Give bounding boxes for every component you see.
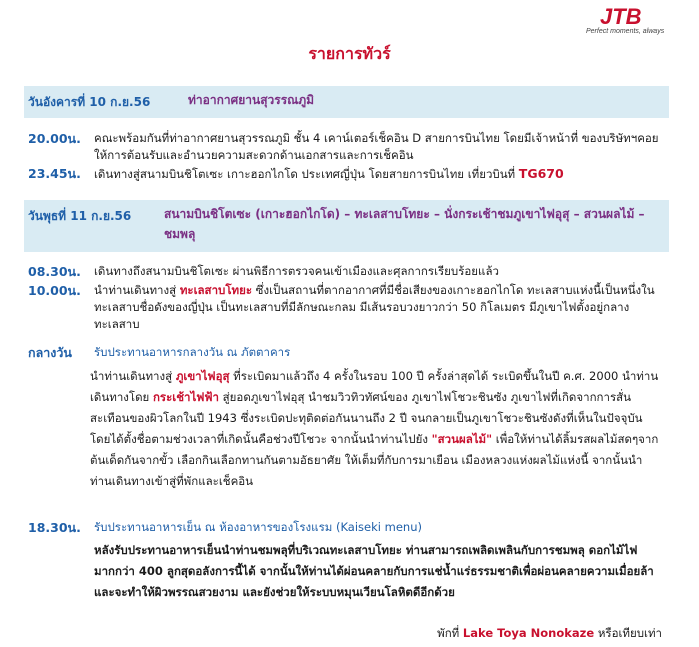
hotel-line: พักที่ Lake Toya Nonokaze หรือเทียบเท่า <box>437 626 662 640</box>
item-text: เดินทางถึงสนามบินชิโตเซะ ผ่านพิธีการตรวจคนเข้าเมืองและศุลกากรเรียบร้อยแล้ว <box>94 264 499 278</box>
highlight-place: ภูเขาไฟอุสุ <box>175 369 230 383</box>
item-text: นำท่านเดินทางสู่ ทะเลสาบโทยะ ซึ่งเป็นสถานที่ตากอากาศที่มีชื่อเสียงของเกาะฮอกไกโด ทะเลสาบแห่งนี้เป็นหนึ่งในทะเลสาบชื่อดังของญี่ปุ่น เป็นทะเลสาบที่มีลักษณะกลม มีเส้นรอบวงยาวกว่า 50 กิโลเมตร มีภูเขาไฟตั้งอยู่กลางทะเลสาบ <box>94 283 655 331</box>
day1-location: ท่าอากาศยานสุวรรณภูมิ <box>188 93 315 107</box>
item-time: 18.30น. <box>28 520 81 535</box>
meal-text: รับประทานอาหารกลางวัน ณ ภัตตาคาร <box>94 345 291 359</box>
day1-header <box>24 86 669 118</box>
item-time: 20.00น. <box>28 131 81 146</box>
day2-header <box>24 200 669 252</box>
item-text: เดินทางสู่สนามบินชิโตเซะ เกาะฮอกไกโด ประเทศญี่ปุ่น โดยสายการบินไทย เที่ยวบินที่ TG670 <box>94 166 564 181</box>
item-time: 08.30น. <box>28 264 81 279</box>
jtb-logo <box>596 2 656 28</box>
day2-date: วันพุธที่ 11 ก.ย.56 <box>28 209 132 223</box>
logo-text: JTB <box>600 4 642 28</box>
highlight-place: กระเช้าไฟฟ้า <box>152 390 219 404</box>
item-time: 23.45น. <box>28 166 81 181</box>
day1-date: วันอังคารที่ 10 ก.ย.56 <box>28 95 151 109</box>
item-text: หลังรับประทานอาหารเย็นนำท่านชมพลุที่บริเวณทะเลสาบโทยะ ท่านสามารถเพลิดเพลินกับการชมพลุ ดอกไม้ไฟมากกว่า 400 ลูกสุดอลังการนี้ได้ จากนั้นให้ท่านได้ผ่อนคลายกับการแช่น้ำแร่ธรรมชาติเพื่อผ่อนคลายความเมื่อยล้าและจะทำให้ผิวพรรณสวยงาม และยังช่วยให้ระบบหมุนเวียนโลหิตดีอีกด้วย <box>94 543 654 599</box>
flight-number: TG670 <box>518 166 564 181</box>
highlight-place: ทะเลสาบโทยะ <box>179 283 252 297</box>
highlight-place: "สวนผลไม้" <box>431 432 493 446</box>
day2-location: สนามบินชิโตเซะ (เกาะฮอกไกโด) – ทะเลสาบโทยะ – นั่งกระเช้าชมภูเขาไฟอุสุ – สวนผลไม้ – ชมพลุ <box>164 207 645 241</box>
item-time: กลางวัน <box>28 345 72 360</box>
brand-tagline: Perfect moments, always <box>586 28 665 35</box>
item-time: 10.00น. <box>28 283 81 298</box>
item-text: นำท่านเดินทางสู่ ภูเขาไฟอุสุ ที่ระเบิดมาแล้วถึง 4 ครั้งในรอบ 100 ปี ครั้งล่าสุดได้ ระเบิดขึ้นในปี ค.ศ. 2000 นำท่านเดินทางโดย กระเช้าไฟฟ้า สู่ยอดภูเขาไฟอุสุ นำชมวิวทิวทัศน์ของ ภูเขาไฟโชวะชินซัง ภูเขาไฟที่เกิดจากการสั่นสะเทือนของผิวโลกในปี 1943 ซึ่งระเบิดปะทุติดต่อกันนานถึง 2 ปี จนกลายเป็นภูเขาโชวะชินซังดังที่เห็นในปัจจุบัน โดยได้ตั้งชื่อตามช่วงเวลาที่เกิดนั้นคือช่วงปีโชวะ จากนั้นนำท่านไปยัง "สวนผลไม้" เพื่อให้ท่านได้ลิ้มรสผลไม้สดๆจากต้นเด็ดกันจากขั้ว เลือกกินเลือกทานกันตามอัธยาศัย ให้เต็มที่กับการมาเยือน เมืองหลวงแห่งผลไม้แห่งนี้ จากนั้นนำท่านเดินทางเข้าสู่ที่พักและเช็คอิน <box>90 369 659 488</box>
hotel-name: Lake Toya Nonokaze <box>462 626 595 640</box>
page-title: รายการทัวร์ <box>308 44 391 63</box>
meal-text: รับประทานอาหารเย็น ณ ห้องอาหารของโรงแรม (Kaiseki menu) <box>94 520 422 534</box>
item-text: คณะพร้อมกันที่ท่าอากาศยานสุวรรณภูมิ ชั้น 4 เคาน์เตอร์เช็คอิน D สายการบินไทย โดยมีเจ้าหน้าที่ ของบริษัทฯคอยให้การต้อนรับและอำนวยความสะดวกด้านเอกสารและการเช็คอิน <box>94 131 659 162</box>
